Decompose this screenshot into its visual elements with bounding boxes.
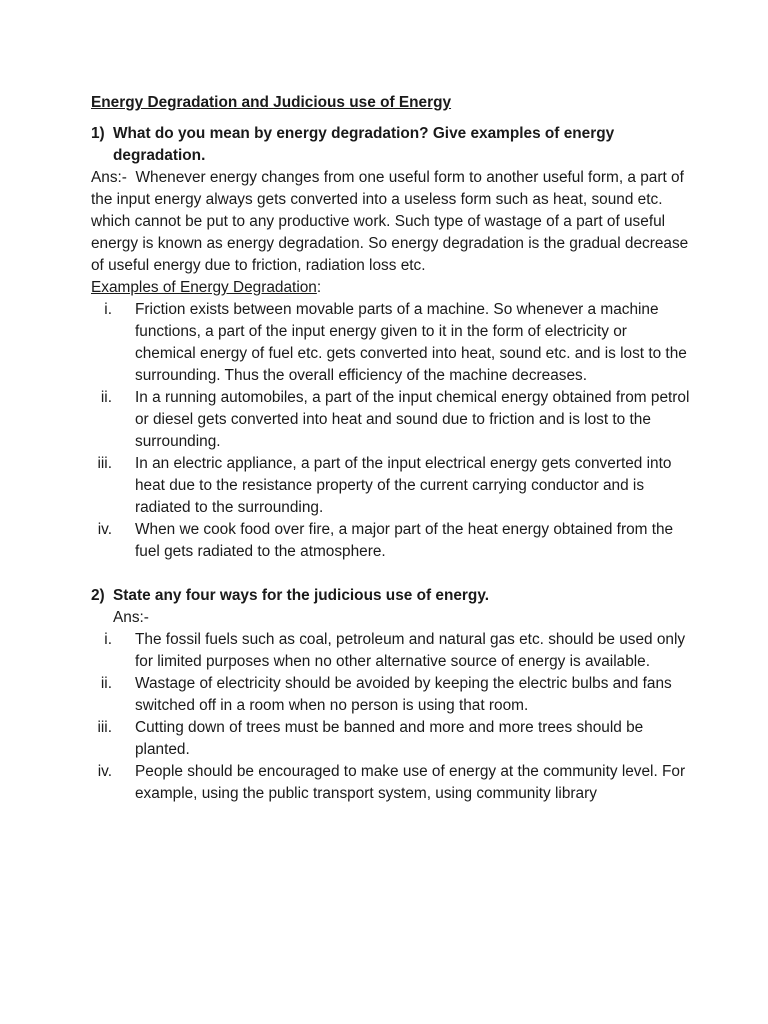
list-numeral: iv.: [97, 763, 112, 780]
list-item-text: Cutting down of trees must be banned and more and more trees should be planted.: [135, 719, 644, 758]
list-item-text: People should be encouraged to make use of energy at the community level. For example, using the public transport system, using community library: [135, 763, 686, 802]
examples-list: [91, 299, 691, 563]
question-number: 2): [91, 587, 105, 604]
list-item-text: Wastage of electricity should be avoided by keeping the electric bulbs and fans switched off in a room when no person is using that room.: [135, 675, 672, 714]
list-numeral: i.: [104, 301, 112, 318]
examples-heading-colon: :: [316, 279, 322, 296]
answer-prefix: Ans:-: [91, 169, 127, 186]
list-item-text: In a running automobiles, a part of the input chemical energy obtained from petrol or diesel gets converted into heat and sound due to friction and is lost to the surrounding.: [135, 389, 690, 450]
list-numeral: ii.: [100, 675, 112, 692]
list-item: [91, 299, 691, 387]
document-body: [91, 92, 691, 805]
list-item: [91, 761, 691, 805]
question-text: State any four ways for the judicious use of energy.: [113, 587, 490, 604]
section-spacer: [91, 563, 691, 585]
question-text: What do you mean by energy degradation? Give examples of energy degradation.: [113, 125, 615, 164]
list-numeral: i.: [104, 631, 112, 648]
list-numeral: iii.: [97, 455, 112, 472]
list-item-text: When we cook food over fire, a major part of the heat energy obtained from the fuel gets radiated to the atmosphere.: [135, 521, 674, 560]
list-item-text: In an electric appliance, a part of the input electrical energy gets converted into heat due to the resistance property of the current carrying conductor and is radiated to the surrounding.: [135, 455, 672, 516]
list-item: [91, 717, 691, 761]
answer-text: Whenever energy changes from one useful form to another useful form, a part of the input energy always gets converted into a useless form such as heat, sound etc. which cannot be put to any productive work. Such type of wastage of a part of useful energy is known as energy degradation. So energy degradation is the gradual decrease of useful energy due to friction, radiation loss etc.: [91, 169, 689, 274]
list-item: [91, 673, 691, 717]
question-2: [91, 585, 691, 607]
answer-2-prefix: Ans:-: [113, 609, 149, 626]
list-numeral: ii.: [100, 389, 112, 406]
answer-1: [91, 167, 691, 277]
question-number: 1): [91, 125, 105, 142]
examples-heading-line: [91, 277, 691, 299]
ways-list: [91, 629, 691, 805]
list-item-text: The fossil fuels such as coal, petroleum and natural gas etc. should be used only for limited purposes when no other alternative source of energy is available.: [135, 631, 686, 670]
list-item: [91, 519, 691, 563]
question-1: [91, 123, 691, 167]
list-item-text: Friction exists between movable parts of a machine. So whenever a machine functions, a part of the input energy given to it in the form of electricity or chemical energy of fuel etc. gets converted into heat, sound etc. and is lost to the surrounding. Thus the overall efficiency of the machine decreases.: [135, 301, 687, 384]
list-item: [91, 387, 691, 453]
list-item: [91, 629, 691, 673]
list-numeral: iii.: [97, 719, 112, 736]
examples-heading: Examples of Energy Degradation: [91, 279, 317, 296]
list-item: [91, 453, 691, 519]
list-numeral: iv.: [97, 521, 112, 538]
document-title: Energy Degradation and Judicious use of Energy: [91, 94, 452, 111]
